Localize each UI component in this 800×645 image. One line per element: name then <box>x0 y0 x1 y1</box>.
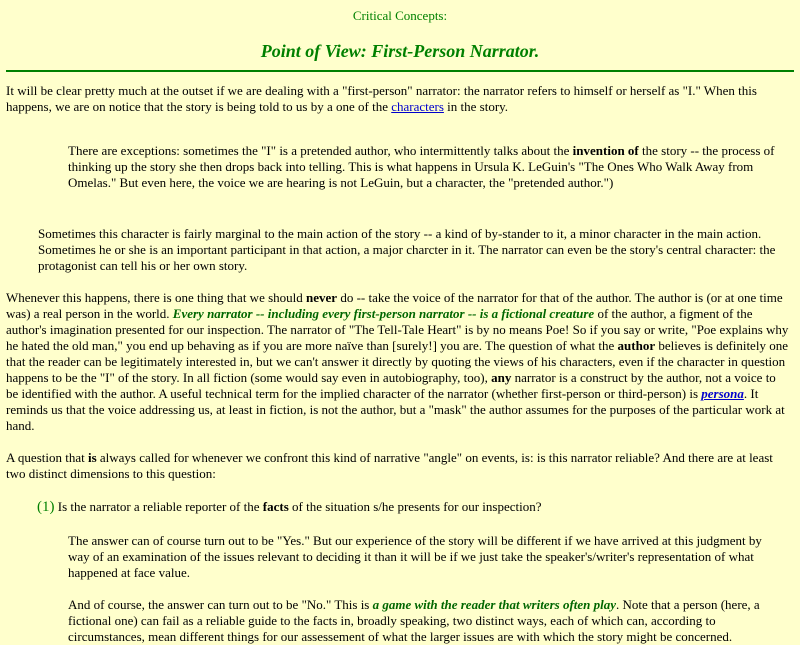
text: The answer can of course turn out to be "Yes." But our experience of the story will be different if we have arrived at this judgment by way of an examination of the issues relevant to deciding it than it will be if we just take the speaker's/writer's representation of what happened at face value. <box>68 533 762 580</box>
text: And of course, the answer can turn out to be "No." This is <box>68 597 373 612</box>
text: in the story. <box>443 99 509 114</box>
paragraph-exceptions <box>68 143 780 191</box>
text: Sometimes this character is fairly marginal to the main action of the story -- a kind of by-stander to it, a minor character in the main action. Sometimes he or she is an important participant in that action, a major charcter in it. The narrator can even be the story's central character: the protagonist can tell his or her own story. <box>38 226 776 273</box>
bold-text: any <box>491 370 512 385</box>
text: . Note that a person (here, a fictional one) can fail as a reliable guide to the facts in, broadly speaking, two distinct ways, each of which can, according to circumstances, mean different things for our assessement of what the larger issues are with which the story might be concerned. <box>68 597 760 644</box>
persona-link[interactable]: persona <box>701 386 744 401</box>
text: Whenever this happens, there is one thing that we should <box>6 290 307 305</box>
text: do -- take the voice of the narrator for that of the author. The author is (or at one time was) a real person in the world. <box>6 290 783 321</box>
question-number: (1) <box>37 499 55 515</box>
paragraph-narrator-author <box>6 290 790 434</box>
text: always called for whenever we confront this kind of narrative "angle" on events, is: is this narrator reliable? And there are at least two distinct dimensions to this question: <box>6 450 773 481</box>
kicker: Critical Concepts: <box>352 8 448 23</box>
paragraph-intro <box>6 83 790 115</box>
text: believes is definitely one that the reader can be legitimately interested in, but we can't answer it directly by quoting the views of his characters, even if the character in question happens to be the "I" of the story. In all fiction (some would say even in autobiography, too), <box>6 338 788 385</box>
bold-text: invention of <box>572 143 639 158</box>
paragraph-answer-yes <box>68 533 780 581</box>
page-title: Point of View: First-Person Narrator. <box>260 41 540 61</box>
divider <box>6 70 794 72</box>
bold-text: facts <box>262 499 289 514</box>
text: of the author, a figment of the author's imagination presented for our inspection. The narrator of "The Tell-Tale Heart" is by no means Poe! So if you say or write, "Poe explains why he hated the old man," you end up behaving as if you are more naïve than [surely!] you are. The question of what the <box>6 306 789 353</box>
bold-text: never <box>306 290 338 305</box>
text: of the situation s/he presents for our inspection? <box>288 499 542 514</box>
text: . It reminds us that the voice addressing us, at least in fiction, is not the author, but a "mask" the author assumes for the purposes of the particular work at hand. <box>6 386 785 433</box>
question-one <box>37 499 790 515</box>
emphasis-text: a game with the reader that writers often play <box>372 597 617 612</box>
paragraph-answer-no <box>68 597 780 645</box>
bold-text: is <box>87 450 97 465</box>
text: narrator is a construct by the author, not a voice to be identified with the author. A useful technical term for the implied character of the narrator (whether first-person or third-person) is <box>6 370 776 401</box>
paragraph-character-role <box>38 226 780 274</box>
text: Is the narrator a reliable reporter of the <box>54 499 263 514</box>
text: There are exceptions: sometimes the "I" is a pretended author, who intermittently talks about the <box>68 143 573 158</box>
emphasis-text: Every narrator -- including every first-person narrator -- is a fictional creature <box>172 306 595 321</box>
text: A question that <box>6 450 88 465</box>
characters-link[interactable]: characters <box>391 99 444 114</box>
text: It will be clear pretty much at the outset if we are dealing with a "first-person" narrator: the narrator refers to himself or herself as "I." When this happens, we are on notice that the story is being told to us by a one of the <box>6 83 757 114</box>
text: the story -- the process of thinking up the story she then drops back into telling. This is what happens in Ursula K. LeGuin's "The Ones Who Walk Away from Omelas." But even here, the voice we are hearing is not LeGuin, but a character, the "pretended author.") <box>68 143 775 190</box>
bold-text: author <box>617 338 656 353</box>
paragraph-reliability <box>6 450 790 482</box>
